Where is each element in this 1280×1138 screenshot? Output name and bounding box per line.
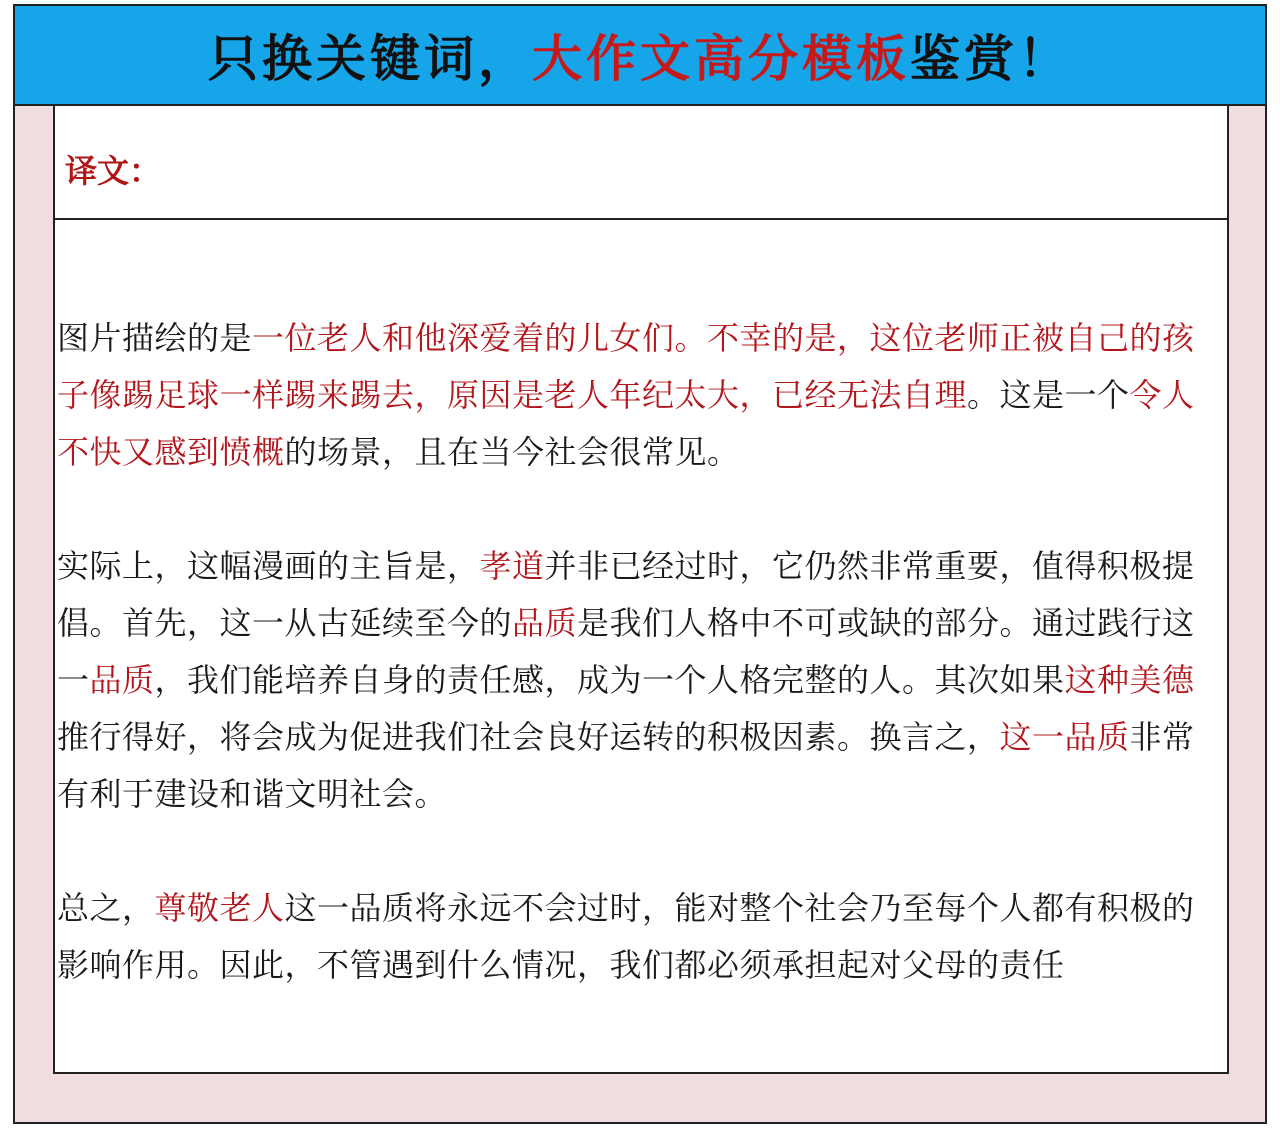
text-segment: ，我们能培养自身的责任感，成为一个人格完整的人。其次如果 (154, 661, 1065, 699)
keyword-highlight: 尊敬老人 (154, 889, 285, 927)
keyword-highlight: 孝道 (479, 547, 545, 585)
translation-body (55, 220, 1227, 994)
page-frame (13, 4, 1267, 1124)
paragraph-3 (57, 880, 1227, 994)
section-label: 译文： (65, 152, 162, 190)
text-segment: 。这是一个 (967, 376, 1130, 414)
title-banner (15, 6, 1265, 106)
title-highlight: 大作文高分模板 (532, 30, 910, 88)
paragraph-2 (57, 538, 1227, 823)
keyword-highlight: 品质 (89, 661, 155, 699)
content-panel (53, 106, 1229, 1074)
text-segment: 这一品质将永远不会过时，能对整个社会乃至每个人都有积极的影响作用。因此，不管遇到什么情况，我们都必须承担起对父母的责任 (57, 889, 1195, 984)
keyword-highlight: 这种美德 (1064, 661, 1195, 699)
section-label-row (55, 106, 1227, 220)
text-segment: 实际上，这幅漫画的主旨是， (57, 547, 480, 585)
text-segment: 推行得好，将会成为促进我们社会良好运转的积极因素。换言之， (57, 718, 1000, 756)
text-segment: 图片描绘的是 (57, 319, 253, 357)
keyword-highlight: 品质 (512, 604, 578, 642)
text-segment: 的场景，且在当今社会很常见。 (284, 433, 740, 471)
text-segment: 并非已经过时，它仍然非常重要，值得积极提倡。首先，这一从古延续至今的 (57, 547, 1195, 642)
keyword-highlight: 这一品质 (999, 718, 1130, 756)
text-segment: 是我们人格中不可或缺的部分。通过践行这一 (57, 604, 1195, 699)
title-part1: 只换关键词， (208, 30, 532, 88)
text-segment: 总之， (57, 889, 155, 927)
keyword-highlight: 令人不快又感到愤概 (57, 376, 1195, 471)
keyword-highlight: 一位老人和他深爱着的儿女们。不幸的是，这位老师正被自己的孩子像踢足球一样踢来踢去，原因是老人年纪太大，已经无法自理 (57, 319, 1195, 414)
paragraph-1 (57, 310, 1227, 481)
text-segment: 非常有利于建设和谐文明社会。 (57, 718, 1195, 813)
title-part2: 鉴赏！ (910, 30, 1072, 88)
